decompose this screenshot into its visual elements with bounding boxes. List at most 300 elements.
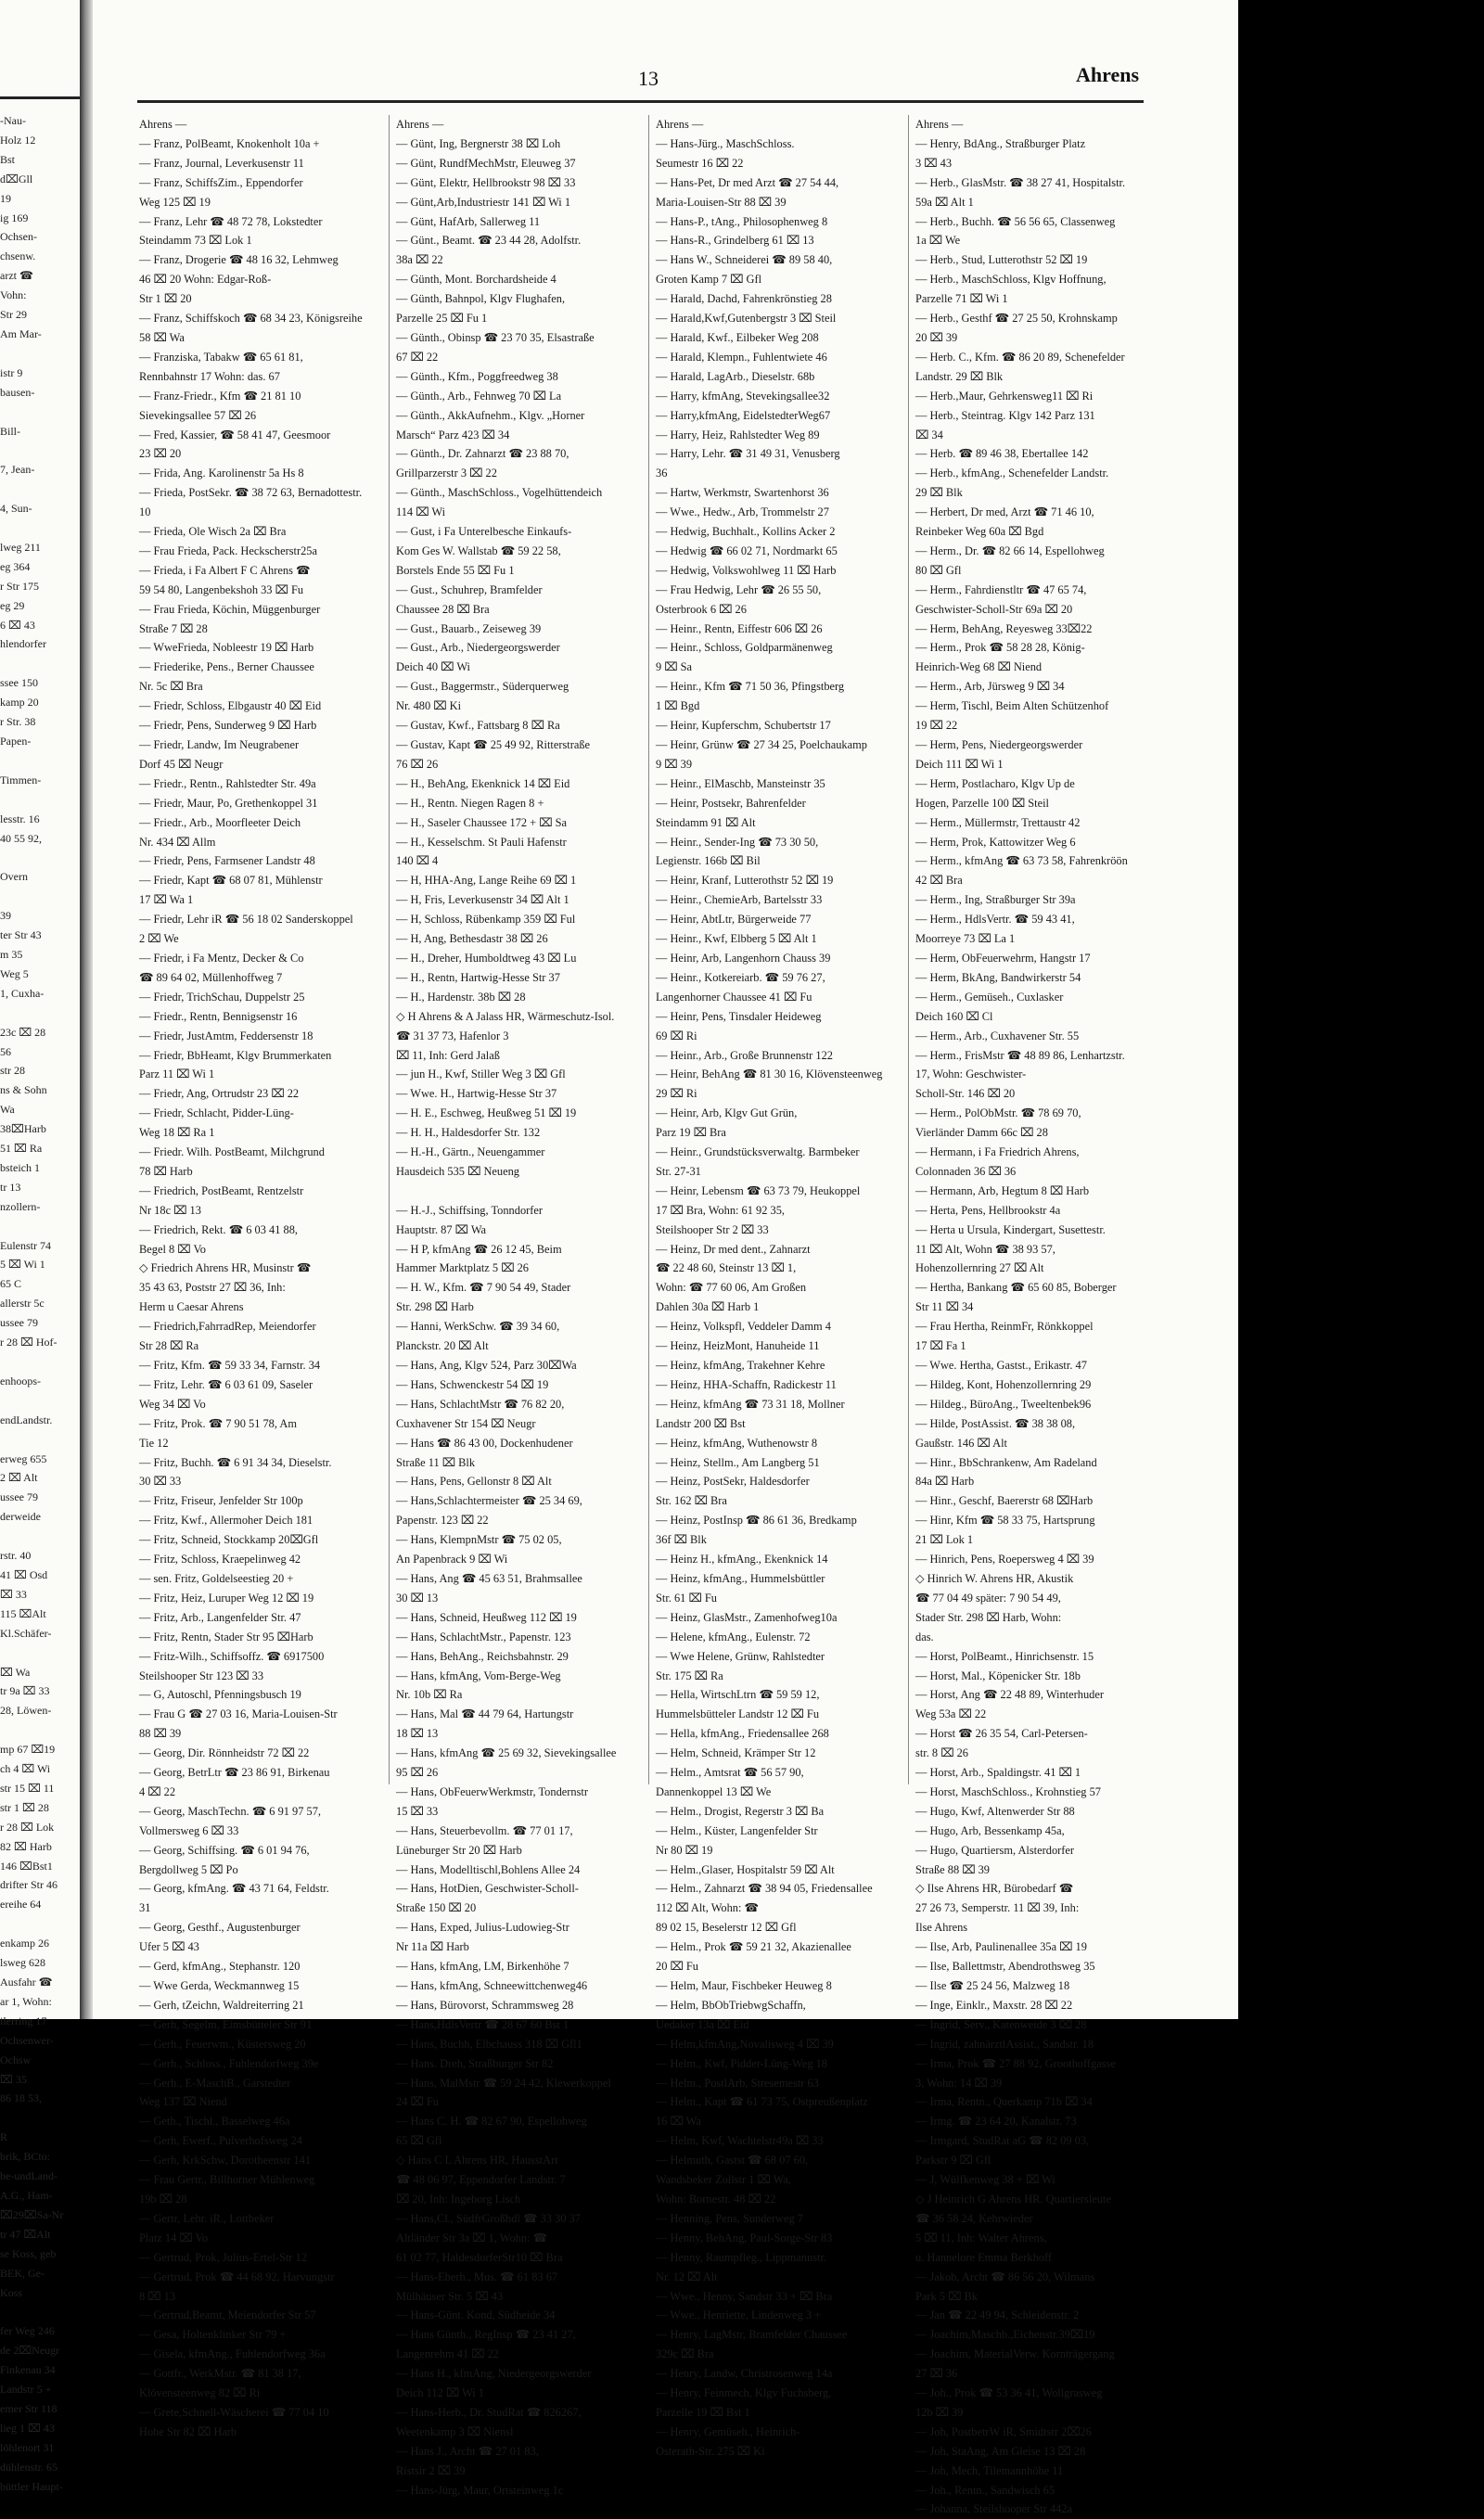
directory-entry-line: — Ilse ☎ 25 24 56, Malzweg 18: [915, 1979, 1070, 1992]
directory-entry-line: 1 ⌧ Bgd: [656, 699, 700, 713]
directory-entry-line: — Harry,kfmAng, EidelstedterWeg67: [656, 408, 831, 422]
directory-entry-line: — Horst, Mal., Köpenicker Str. 18b: [915, 1669, 1081, 1682]
adjacent-page-fragment: kamp 20: [0, 696, 39, 710]
directory-entry-line: Osterath-Str. 275 ⌧ Ki: [656, 2444, 765, 2458]
directory-entry-line: Weg 125 ⌧ 19: [139, 195, 211, 209]
directory-entry-line: Grillparzerstr 3 ⌧ 22: [396, 467, 497, 480]
directory-entry-line: — Heinr, Lebensm ☎ 63 73 79, Heukoppel: [656, 1183, 861, 1197]
directory-entry-line: — Hella, WirtschLtrn ☎ 59 59 12,: [656, 1688, 820, 1702]
directory-entry-line: u. Hannelore Emma Berkhoff: [915, 2250, 1053, 2264]
directory-entry-line: — Hinr., BbSchrankenw, Am Radeland: [915, 1455, 1097, 1469]
directory-entry-line: — Hans, Exped, Julius-Ludowieg-Str: [396, 1921, 569, 1935]
adjacent-page-fragment: Am Mar-: [0, 326, 42, 340]
adjacent-page-fragment: Ochsen-: [0, 230, 37, 244]
adjacent-page-fragment: [0, 2302, 76, 2321]
directory-entry-line: — Heinz H., kfmAng., Ekenknick 14: [656, 1553, 828, 1566]
adjacent-page-fragment: nzollern-: [0, 1199, 41, 1213]
directory-entry-line: Wohn: Bornestr. 48 ⌧ 22: [656, 2192, 776, 2206]
adjacent-page-fragment: m 35: [0, 947, 23, 961]
directory-entry-line: — Joachim,Maschb.,Eichenstr.39⌧19: [915, 2328, 1095, 2342]
directory-entry-line: — Wwe. H., Hartwig-Hesse Str 37: [396, 1087, 557, 1101]
directory-entry-line: — Harry, Heiz, Rahlstedter Weg 89: [656, 428, 820, 441]
directory-entry-line: — Günt., Beamt. ☎ 23 44 28, Adolfstr.: [396, 234, 582, 248]
directory-entry-line: Geschwister-Scholl-Str 69a ⌧ 20: [915, 602, 1073, 616]
adjacent-page-fragment: brik, BCto:: [0, 2150, 51, 2164]
directory-entry-line: Gaußstr. 146 ⌧ Alt: [915, 1436, 1007, 1450]
adjacent-page-fragment: 19: [0, 191, 11, 205]
directory-entry-line: ◇ Friedrich Ahrens HR, Musinstr ☎: [139, 1261, 312, 1275]
directory-entry-line: — Franz, Lehr ☎ 48 72 78, Lokstedter: [139, 214, 323, 228]
directory-entry-line: — Günth., Dr. Zahnarzt ☎ 23 88 70,: [396, 447, 569, 461]
directory-entry-line: — Hans, kfmAng, Vom-Berge-Weg: [396, 1669, 561, 1682]
adjacent-page-fragment: ig 169: [0, 211, 29, 224]
directory-entry-line: Dahlen 30a ⌧ Harb 1: [656, 1300, 760, 1314]
adjacent-page-fragment: 65 C: [0, 1277, 22, 1291]
directory-entry-line: — Horst, MaschSchloss., Krohnstieg 57: [915, 1784, 1101, 1798]
directory-entry-line: ◇ H Ahrens & A Jalass HR, Wärmeschutz-Isol.: [396, 1009, 615, 1023]
directory-entry-line: — Günth., MaschSchloss., Vogelhüttendeich: [396, 486, 603, 500]
directory-entry-line: — H.-J., Schiffsing, Tonndorfer: [396, 1203, 544, 1217]
directory-entry-line: ☎ 77 04 49 später: 7 90 54 49,: [915, 1591, 1061, 1605]
directory-entry-line: — Frieda, i Fa Albert F C Ahrens ☎: [139, 563, 311, 577]
directory-entry-line: — Frau Hertha, ReinmFr, Rönkkoppel: [915, 1320, 1094, 1334]
directory-entry-line: Str. 61 ⌧ Fu: [656, 1591, 717, 1605]
adjacent-page-fragment: 56: [0, 1044, 11, 1058]
directory-entry-line: — H., Rentn, Hartwig-Hesse Str 37: [396, 970, 560, 984]
directory-entry-line: Deich 111 ⌧ Wi 1: [915, 757, 1004, 771]
adjacent-page-fragment: ter Str 43: [0, 928, 42, 942]
directory-entry-line: Deich 40 ⌧ Wi: [396, 660, 470, 674]
directory-entry-line: — Herm., Fahrdienstltr ☎ 47 65 74,: [915, 582, 1087, 596]
directory-entry-line: 3 ⌧ 43: [915, 156, 953, 170]
directory-entry-line: 69 ⌧ Ri: [656, 1029, 697, 1042]
directory-entry-line: — Gust, i Fa Unterelbesche Einkaufs-: [396, 525, 572, 539]
directory-entry-line: 16 ⌧ Wa: [656, 2115, 701, 2129]
adjacent-page-fragment: 38⌧Harb: [0, 1122, 46, 1136]
directory-entry-line: — Franz, Journal, Leverkusenstr 11: [139, 156, 304, 170]
directory-entry-line: — Friedr, Kapt ☎ 68 07 81, Mühlenstr: [139, 874, 323, 888]
adjacent-page-fragment: [0, 1720, 76, 1740]
directory-entry-line: — Helm., Zahnarzt ☎ 38 94 05, Friedensallee: [656, 1882, 873, 1896]
adjacent-page-fragment: dühlenstr. 65: [0, 2460, 58, 2474]
directory-entry-line: 59 54 80, Langenbekshoh 33 ⌧ Fu: [139, 582, 304, 596]
directory-entry-line: Parkstr 9 ⌧ Gfl: [915, 2154, 991, 2167]
directory-entry-line: — Heinr, Postsekr, Bahrenfelder: [656, 796, 806, 810]
directory-entry-line: — Hildeg, Kont, Hohenzollernring 29: [915, 1377, 1092, 1391]
adjacent-page-fragment: bausen-: [0, 385, 35, 399]
directory-entry-line: — Helm., PostlArb, Stresemestr 63: [656, 2076, 819, 2090]
directory-entry-line: — Herm, Prok, Kattowitzer Weg 6: [915, 835, 1076, 849]
directory-entry-line: 9 ⌧ 39: [656, 757, 693, 771]
directory-entry-line: — Hans, Steuerbevollm. ☎ 77 01 17,: [396, 1823, 573, 1837]
adjacent-page-fragment: ussee 79: [0, 1490, 38, 1504]
directory-entry-line: — Harald, Klempn., Fuhlentwiete 46: [656, 350, 827, 364]
directory-entry-line: — Fritz, Heiz, Luruper Weg 12 ⌧ 19: [139, 1591, 314, 1605]
directory-entry-line: [396, 1182, 645, 1201]
directory-entry-line: — Hans-Pet, Dr med Arzt ☎ 27 54 44,: [656, 175, 839, 189]
adjacent-page-fragment: endLandstr.: [0, 1413, 53, 1426]
directory-entry-line: 24 ⌧ Fu: [396, 2095, 439, 2109]
directory-entry-line: Parz 11 ⌧ Wi 1: [139, 1068, 215, 1081]
adjacent-page-fragment: Timmen-: [0, 773, 42, 786]
adjacent-page-fragment: 23c ⌧ 28: [0, 1025, 46, 1039]
adjacent-page-fragment: ⌧ Wa: [0, 1665, 31, 1679]
directory-entry-line: Heinrich-Weg 68 ⌧ Niend: [915, 660, 1043, 674]
adjacent-page-fragment: [0, 790, 76, 810]
adjacent-page-fragment: [0, 344, 76, 364]
directory-entry-line: — Joachim, MaterialVerw. Kornträgergang: [915, 2347, 1115, 2361]
directory-entry-line: 42 ⌧ Bra: [915, 874, 963, 888]
header-rule: [137, 100, 1144, 103]
directory-entry-line: ◇ Hinrich W. Ahrens HR, Akustik: [915, 1571, 1074, 1585]
directory-entry-line: — Frida, Ang. Karolinenstr 5a Hs 8: [139, 467, 304, 480]
directory-entry-line: — Heinr, BehAng ☎ 81 30 16, Klövensteenweg: [656, 1068, 883, 1081]
adjacent-page-fragment: erweg 655: [0, 1451, 47, 1465]
directory-entry-line: — Harald, Kwf., Eilbeker Weg 208: [656, 330, 819, 344]
directory-entry-line: — Hans W., Schneiderei ☎ 89 58 40,: [656, 253, 833, 267]
adjacent-page-fragment: ilerring 17: [0, 2014, 47, 2027]
directory-entry-line: Altländer Str 3a ⌧ 1, Wohn: ☎: [396, 2231, 548, 2244]
directory-entry-line: Marsch“ Parz 423 ⌧ 34: [396, 428, 510, 441]
directory-entry-line: — Herta, Pens, Hellbrookstr 4a: [915, 1203, 1061, 1217]
directory-entry-line: Steindamm 91 ⌧ Alt: [656, 815, 756, 829]
directory-entry-line: — Herb., Stud, Lutterothstr 52 ⌧ 19: [915, 253, 1088, 267]
adjacent-page-fragment: r Str 175: [0, 579, 39, 593]
directory-entry-line: 112 ⌧ Alt, Wohn: ☎: [656, 1901, 759, 1915]
adjacent-page-fragment: Finkenau 34: [0, 2363, 56, 2377]
directory-entry-line: — Herm., Dr. ☎ 82 66 14, Espellohweg: [915, 543, 1105, 557]
directory-entry-line: — Henry, Gemüseh., Heinrich-: [656, 2424, 800, 2438]
directory-entry-line: 78 ⌧ Harb: [139, 1164, 193, 1178]
directory-entry-line: 67 ⌧ 22: [396, 350, 439, 364]
directory-entry-line: — Hans, kfmAng ☎ 25 69 32, Sievekingsallee: [396, 1746, 617, 1760]
directory-entry-line: — Heinz, kfmAng, Trakehner Kehre: [656, 1359, 825, 1372]
directory-entry-line: 31: [139, 1901, 151, 1915]
directory-entry-line: — Heinz, Stellm., Am Langberg 51: [656, 1455, 820, 1469]
directory-entry-line: — Friedrich, Rekt. ☎ 6 03 41 88,: [139, 1222, 298, 1236]
directory-entry-line: — H.-H., Gärtn., Neuengammer: [396, 1145, 545, 1159]
adjacent-page-fragment: 115 ⌧Alt: [0, 1606, 46, 1620]
adjacent-page-fragment: [0, 441, 76, 460]
directory-entry-line: 19b ⌧ 28: [139, 2192, 187, 2206]
directory-entry-line: — Heinr., Kwf, Elbberg 5 ⌧ Alt 1: [656, 932, 817, 946]
directory-entry-line: — Gottfr., WerkMstr. ☎ 81 38 17,: [139, 2367, 301, 2381]
directory-entry-line: Seumestr 16 ⌧ 22: [656, 156, 744, 170]
directory-entry-line: — Henning, Pens, Sunderweg 7: [656, 2211, 803, 2225]
directory-entry-line: 76 ⌧ 26: [396, 757, 439, 771]
adjacent-page-fragment: Weg 5: [0, 966, 29, 980]
adjacent-page-fragment: d⌧Gll: [0, 172, 33, 185]
directory-entry-line: — Gustav, Kapt ☎ 25 49 92, Ritterstraße: [396, 738, 591, 751]
directory-entry-line: — Fritz, Buchh. ☎ 6 91 34 34, Dieselstr.: [139, 1455, 332, 1469]
adjacent-page-fragment: Koss: [0, 2285, 23, 2299]
directory-entry-line: — Hans, MalMstr ☎ 59 24 42, Klewerkoppel: [396, 2076, 611, 2090]
adjacent-page-fragment: [0, 887, 76, 906]
directory-entry-line: — Herb., Steintrag. Klgv 142 Parz 131: [915, 408, 1095, 422]
adjacent-page-fragment: Holz 12: [0, 133, 36, 147]
directory-entry-line: — Friedr, JustAmtm, Feddersenstr 18: [139, 1029, 313, 1042]
directory-entry-line: — Wwe., Henny, Sandstr 33 + ⌧ Bra: [656, 2289, 833, 2303]
directory-entry-line: 10: [139, 505, 151, 519]
directory-entry-line: — Günth., Arb., Fehnweg 70 ⌧ La: [396, 389, 562, 403]
directory-entry-line: — Harry, Lehr. ☎ 31 49 31, Venusberg: [656, 447, 840, 461]
adjacent-page-fragment: [0, 654, 76, 673]
adjacent-page-fragment: Kl.Schäfer-: [0, 1626, 52, 1640]
directory-entry-line: Vollmersweg 6 ⌧ 33: [139, 1823, 239, 1837]
directory-entry-line: ◇ Hans C L Ahrens HR, HausstArt: [396, 2154, 558, 2167]
directory-entry-line: 84a ⌧ Harb: [915, 1475, 975, 1489]
adjacent-page-fragment: r 28 ⌧ Lok: [0, 1820, 55, 1834]
adjacent-page-fragment: Landstr 5 +: [0, 2383, 52, 2397]
directory-entry-line: — Hans, KlempnMstr ☎ 75 02 05,: [396, 1533, 562, 1547]
directory-entry-line: — Hans, Modelltischl,Bohlens Allee 24: [396, 1862, 581, 1876]
directory-entry-line: — Harald, Dachd, Fahrenkrönstieg 28: [656, 292, 832, 306]
directory-entry-line: 65 ⌧ Gfl: [396, 2134, 442, 2148]
directory-entry-line: Rennbahnstr 17 Wohn: das. 67: [139, 369, 280, 383]
directory-entry-line: — Gerh., E-MaschB., Garstedter: [139, 2076, 291, 2090]
adjacent-page-fragment: 28, Löwen-: [0, 1704, 52, 1718]
directory-entry-line: — Fritz, Lehr. ☎ 6 03 61 09, Saseler: [139, 1377, 313, 1391]
directory-entry-line: 18 ⌧ 13: [396, 1727, 439, 1741]
directory-entry-line: — Fritz, Arb., Langenfelder Str. 47: [139, 1610, 301, 1624]
adjacent-page-fragment: 6 ⌧ 43: [0, 618, 35, 632]
directory-entry-line: 17, Wohn: Geschwister-: [915, 1068, 1027, 1081]
directory-entry-line: — Herb., GlasMstr. ☎ 38 27 41, Hospitalstr.: [915, 175, 1126, 189]
directory-entry-line: — Hans J., Archt ☎ 27 01 83,: [396, 2444, 539, 2458]
adjacent-page-fragment: 39: [0, 909, 11, 923]
adjacent-page-fragment: derweide: [0, 1510, 41, 1524]
directory-entry-line: Legienstr. 166b ⌧ Bil: [656, 854, 761, 868]
directory-entry-line: — Günth., Kfm., Poggfreedweg 38: [396, 369, 558, 383]
directory-entry-line: — H, Fris, Leverkusenstr 34 ⌧ Alt 1: [396, 893, 569, 907]
directory-entry-line: — Hans, Ang, Klgv 524, Parz 30⌧Wa: [396, 1359, 577, 1372]
page-heading: Ahrens: [1076, 63, 1140, 86]
directory-entry-line: Hausdeich 535 ⌧ Neueng: [396, 1164, 519, 1178]
directory-entry-line: — Hugo, Quartiersm, Alsterdorfer: [915, 1843, 1075, 1857]
directory-entry-line: 17 ⌧ Wa 1: [139, 893, 194, 907]
directory-entry-line: — Friedr. Wilh. PostBeamt, Milchgrund: [139, 1145, 325, 1159]
directory-entry-line: Ristsir 2 ⌧ 39: [396, 2463, 466, 2477]
directory-entry-line: — Hans, BehAng., Reichsbahnstr. 29: [396, 1649, 569, 1663]
directory-entry-line: — Horst, PolBeamt., Hinrichsenstr. 15: [915, 1649, 1094, 1663]
adjacent-page-fragment: eg 364: [0, 559, 31, 573]
directory-entry-line: — Henry, BdAng., Straßburger Platz: [915, 136, 1086, 150]
directory-entry-line: — Friedr, Maur, Po, Grethenkoppel 31: [139, 796, 318, 810]
directory-entry-line: — Helm., Küster, Langenfelder Str: [656, 1823, 818, 1837]
directory-entry-line: 30 ⌧ 33: [139, 1475, 182, 1489]
directory-entry-line: — Günth., Obinsp ☎ 23 70 35, Elsastraße: [396, 330, 595, 344]
directory-entry-line: ⌧ 11, Inh: Gerd Jalaß: [396, 1048, 500, 1062]
adjacent-page-fragment: ⌧ 33: [0, 1587, 27, 1601]
directory-entry-line: — Herb.,Maur, Gehrkensweg11 ⌧ Ri: [915, 389, 1094, 403]
directory-entry-line: — Fritz, Schneid, Stockkamp 20⌧Gfl: [139, 1533, 319, 1547]
directory-entry-line: — Irma, Rentn., Querkamp 71b ⌧ 34: [915, 2095, 1093, 2109]
directory-entry-line: — Friedr, Landw, Im Neugrabener: [139, 738, 300, 751]
directory-entry-line: 1a ⌧ We: [915, 234, 961, 248]
directory-entry-line: — Günt, Elektr, Hellbrookstr 98 ⌧ 33: [396, 175, 576, 189]
adjacent-page-fragment: Vohn:: [0, 288, 27, 302]
directory-entry-line: — Heinr., ChemieArb, Bartelsstr 33: [656, 893, 823, 907]
directory-entry-line: — Helm., Kapt ☎ 61 73 75, Ostpreußenplatz: [656, 2095, 868, 2109]
directory-entry-line: — Gerh., Feuerwm., Küstersweg 20: [139, 2037, 306, 2051]
directory-entry-line: — Herm, Pens, Niedergeorgswerder: [915, 738, 1083, 751]
directory-entry-line: — Günth, Bahnpol, Klgv Flughafen,: [396, 292, 566, 306]
directory-entry-line: — Heinr., Sender-Ing ☎ 73 30 50,: [656, 835, 819, 849]
directory-entry-line: — WweFrieda, Nobleestr 19 ⌧ Harb: [139, 641, 314, 655]
directory-entry-line: — Fritz, Schloss, Kraepelinweg 42: [139, 1553, 301, 1566]
directory-entry-line: 23 ⌧ 20: [139, 447, 182, 461]
adjacent-page-fragment: bsteich 1: [0, 1160, 40, 1174]
directory-entry-line: — Harry, kfmAng, Stevekingsallee32: [656, 389, 830, 403]
directory-entry-line: Hammer Marktplatz 5 ⌧ 26: [396, 1261, 529, 1275]
directory-entry-line: Hauptstr. 87 ⌧ Wa: [396, 1222, 487, 1236]
directory-entry-line: Parz 19 ⌧ Bra: [656, 1126, 726, 1140]
directory-entry-line: Str. 175 ⌧ Ra: [656, 1669, 723, 1682]
adjacent-page-fragment: arzt ☎: [0, 269, 33, 283]
directory-entry-line: Ahrens —: [139, 118, 187, 131]
directory-entry-line: — Helm., Prok ☎ 59 21 32, Akazienallee: [656, 1940, 851, 1954]
directory-entry-line: 8 ⌧ 13: [139, 2289, 176, 2303]
adjacent-page-fragment: ssee 150: [0, 676, 38, 690]
directory-entry-line: Sievekingsallee 57 ⌧ 26: [139, 408, 257, 422]
directory-entry-line: — Herm, ObFeuerwehrm, Hangstr 17: [915, 951, 1091, 965]
directory-entry-line: 88 ⌧ 39: [139, 1727, 182, 1741]
directory-entry-line: — Hedwig, Buchhalt., Kollins Acker 2: [656, 525, 836, 539]
directory-entry-line: — H. W., Kfm. ☎ 7 90 54 49, Stader: [396, 1281, 571, 1295]
directory-entry-line: — Franz, Schiffskoch ☎ 68 34 23, Königsreihe: [139, 312, 363, 326]
adjacent-page-fragment: 82 ⌧ Harb: [0, 1839, 52, 1853]
adjacent-page-fragment: [0, 751, 76, 771]
directory-entry-line: — Hans-P., tAng., Philosophenweg 8: [656, 214, 828, 228]
directory-entry-line: 30 ⌧ 13: [396, 1591, 439, 1605]
directory-entry-line: — Friedr, i Fa Mentz, Decker & Co: [139, 951, 304, 965]
directory-entry-line: — Friedr, Pens, Sunderweg 9 ⌧ Harb: [139, 719, 317, 733]
directory-entry-line: Straße 88 ⌧ 39: [915, 1862, 991, 1876]
adjacent-page-fragment: tr 13: [0, 1180, 21, 1194]
directory-entry-line: — Ilse, Arb, Paulinenallee 35a ⌧ 19: [915, 1940, 1087, 1954]
directory-entry-line: 329c ⌧ Bra: [656, 2347, 714, 2361]
directory-entry-line: — Joh, Mech, Tilemannhöhe 11: [915, 2463, 1064, 2477]
adjacent-page-fragment: Eulenstr 74: [0, 1238, 51, 1252]
directory-entry-line: — Gust., Schuhrep, Bramfelder: [396, 582, 543, 596]
adjacent-page-fragment: lesstr. 16: [0, 812, 40, 825]
directory-entry-line: — Gust., Arb., Niedergeorgswerder: [396, 641, 560, 655]
directory-entry-line: — Friedr., Rentn, Bennigsenstr 16: [139, 1009, 298, 1023]
adjacent-page-fragment: ch 4 ⌧ Wi: [0, 1762, 51, 1776]
directory-entry-line: — Hedwig, Volkswohlweg 11 ⌧ Harb: [656, 563, 837, 577]
adjacent-page-fragment: [0, 1004, 76, 1023]
directory-entry-line: — Franz-Friedr., Kfm ☎ 21 81 10: [139, 389, 301, 403]
adjacent-page-fragment: [0, 848, 76, 867]
directory-entry-line: Nr. 12 ⌧ Alt: [656, 2270, 718, 2283]
directory-entry-line: Borstels Ende 55 ⌧ Fu 1: [396, 563, 515, 577]
directory-entry-line: — Heinz, GlasMstr., Zamenhofweg10a: [656, 1610, 838, 1624]
directory-entry-line: — Friedr., Arb., Moorfleeter Deich: [139, 815, 301, 829]
adjacent-page-fragment: Papen-: [0, 735, 32, 748]
directory-entry-line: — Heinz, kfmAng, Wuthenowstr 8: [656, 1436, 818, 1450]
directory-entry-line: — Hans,Schlachtermeister ☎ 25 34 69,: [396, 1494, 582, 1508]
adjacent-page-fragment: tr 47 ⌧Alt: [0, 2227, 51, 2241]
directory-entry-line: Kom Ges W. Wallstab ☎ 59 22 58,: [396, 543, 561, 557]
directory-entry-line: — Heinr., Kotkereiarb. ☎ 59 76 27,: [656, 970, 825, 984]
directory-entry-line: — Hans, SchlachtMstr ☎ 76 82 20,: [396, 1397, 565, 1411]
adjacent-page-fragment: hlendorfer: [0, 637, 46, 651]
directory-entry-line: — Geth., Tischl., Basselweg 46a: [139, 2115, 290, 2129]
directory-entry-line: — Heinz, Dr med dent., Zahnarzt: [656, 1242, 811, 1256]
directory-entry-line: Uedaker 13a ⌧ Eid: [656, 2017, 749, 2031]
adjacent-page-fragment: [0, 1430, 76, 1450]
directory-entry-line: — Henny, Raumpfleg., Lippmannstr.: [656, 2250, 826, 2264]
directory-entry-line: 9 ⌧ Sa: [656, 660, 693, 674]
directory-entry-line: — Herm., HdlsVertr. ☎ 59 43 41,: [915, 913, 1075, 927]
directory-entry-line: 114 ⌧ Wi: [396, 505, 446, 519]
directory-entry-line: — Hans-Jürg, Maur, Ortsteinweg 1c: [396, 2483, 564, 2497]
directory-entry-line: — Herm, Tischl, Beim Alten Schützenhof: [915, 699, 1109, 713]
directory-entry-line: ☎ 36 58 24, Kehrwieder: [915, 2211, 1033, 2225]
directory-entry-line: — H., BehAng, Ekenknick 14 ⌧ Eid: [396, 776, 570, 790]
adjacent-page-fragment: lweg 211: [0, 540, 41, 554]
adjacent-page-fragment: r Str. 38: [0, 715, 36, 729]
directory-entry-line: — Ilse, Ballettmstr, Abendrothsweg 35: [915, 1960, 1095, 1974]
directory-entry-line: — Hildeg., BüroAng., Tweeltenbek96: [915, 1397, 1092, 1411]
directory-entry-line: Deich 112 ⌧ Wi 1: [396, 2386, 484, 2400]
directory-entry-line: Weg 18 ⌧ Ra 1: [139, 1126, 215, 1140]
adjacent-page-fragment: ussee 79: [0, 1316, 38, 1330]
directory-entry-line: — Harald, LagArb., Dieselstr. 68b: [656, 369, 815, 383]
adjacent-page-fragment: ns & Sohn: [0, 1083, 47, 1097]
adjacent-page-fragment: str 15 ⌧ 11: [0, 1781, 55, 1795]
directory-entry-line: — Frau Gertr., Billhorner Mühlenweg: [139, 2173, 315, 2187]
directory-entry-line: 29 ⌧ Blk: [915, 486, 963, 500]
directory-entry-line: — Herm., PolObMstr. ☎ 78 69 70,: [915, 1106, 1081, 1120]
directory-entry-line: 35 43 63, Poststr 27 ⌧ 36, Inh:: [139, 1281, 286, 1295]
directory-entry-line: — Herm., Gemüseh., Cuxlasker: [915, 990, 1064, 1004]
directory-entry-line: — Franziska, Tabakw ☎ 65 61 81,: [139, 350, 303, 364]
directory-entry-line: — sen. Fritz, Goldelseestieg 20 +: [139, 1571, 294, 1585]
directory-entry-line: 20 ⌧ Fu: [656, 1960, 698, 1974]
adjacent-page-fragment: se Koss, geb: [0, 2246, 57, 2260]
adjacent-page-fragment: löhlenort 31: [0, 2440, 55, 2454]
directory-entry-line: 29 ⌧ Ri: [656, 1087, 697, 1101]
directory-entry-line: — Herb., Gesthf ☎ 27 25 50, Krohnskamp: [915, 312, 1118, 326]
column-divider: [648, 115, 649, 1784]
directory-entry-line: 27 26 73, Semperstr. 11 ⌧ 39, Inh:: [915, 1901, 1080, 1915]
directory-entry-line: — Fritz-Wilh., Schiffsoffz. ☎ 6917500: [139, 1649, 325, 1663]
directory-entry-line: — Heinr, Kupferschm, Schubertstr 17: [656, 719, 831, 733]
directory-entry-line: 61 02 77, HaldesdorferStr10 ⌧ Bra: [396, 2250, 563, 2264]
directory-entry-line: 11 ⌧ Alt, Wohn ☎ 38 93 57,: [915, 1242, 1055, 1256]
directory-entry-line: ☎ 22 48 60, Steinstr 13 ⌧ 1,: [656, 1261, 797, 1275]
adjacent-page-fragment: Ochsenwer-: [0, 2033, 54, 2047]
directory-entry-line: — Gerh., Schloss., Fuhlendorfweg 39e: [139, 2056, 319, 2070]
directory-entry-line: Nr. 10b ⌧ Ra: [396, 1688, 463, 1702]
directory-entry-line: Bergdollweg 5 ⌧ Po: [139, 1862, 238, 1876]
adjacent-page-fragment: [0, 1643, 76, 1663]
adjacent-page-fragment: 1, Cuxha-: [0, 986, 45, 1000]
directory-entry-line: — Günth., AkkAufnehm., Klgv. „Horner: [396, 408, 585, 422]
directory-entry-line: — H, HHA-Ang, Lange Reihe 69 ⌧ 1: [396, 874, 577, 888]
adjacent-page-fragment: Bill-: [0, 424, 21, 438]
directory-entry-line: — Helene, kfmAng., Eulenstr. 72: [656, 1630, 811, 1643]
adjacent-page-fragment: eg 29: [0, 598, 25, 612]
directory-entry-line: — Gustav, Kwf., Fattsbarg 8 ⌧ Ra: [396, 719, 560, 733]
directory-entry-line: — Joh, PostbetrW iR, Smidtstr 2⌧26: [915, 2424, 1092, 2438]
directory-entry-line: — Gerd, kfmAng., Stephanstr. 120: [139, 1960, 301, 1974]
directory-entry-line: Wohn: ☎ 77 60 06, Am Großen: [656, 1281, 807, 1295]
directory-entry-line: — Hertha, Bankang ☎ 65 60 85, Boberger: [915, 1281, 1117, 1295]
directory-entry-line: Platz 14 ⌧ Vo: [139, 2231, 209, 2244]
directory-entry-line: — Günt, HafArb, Sallerweg 11: [396, 214, 541, 228]
